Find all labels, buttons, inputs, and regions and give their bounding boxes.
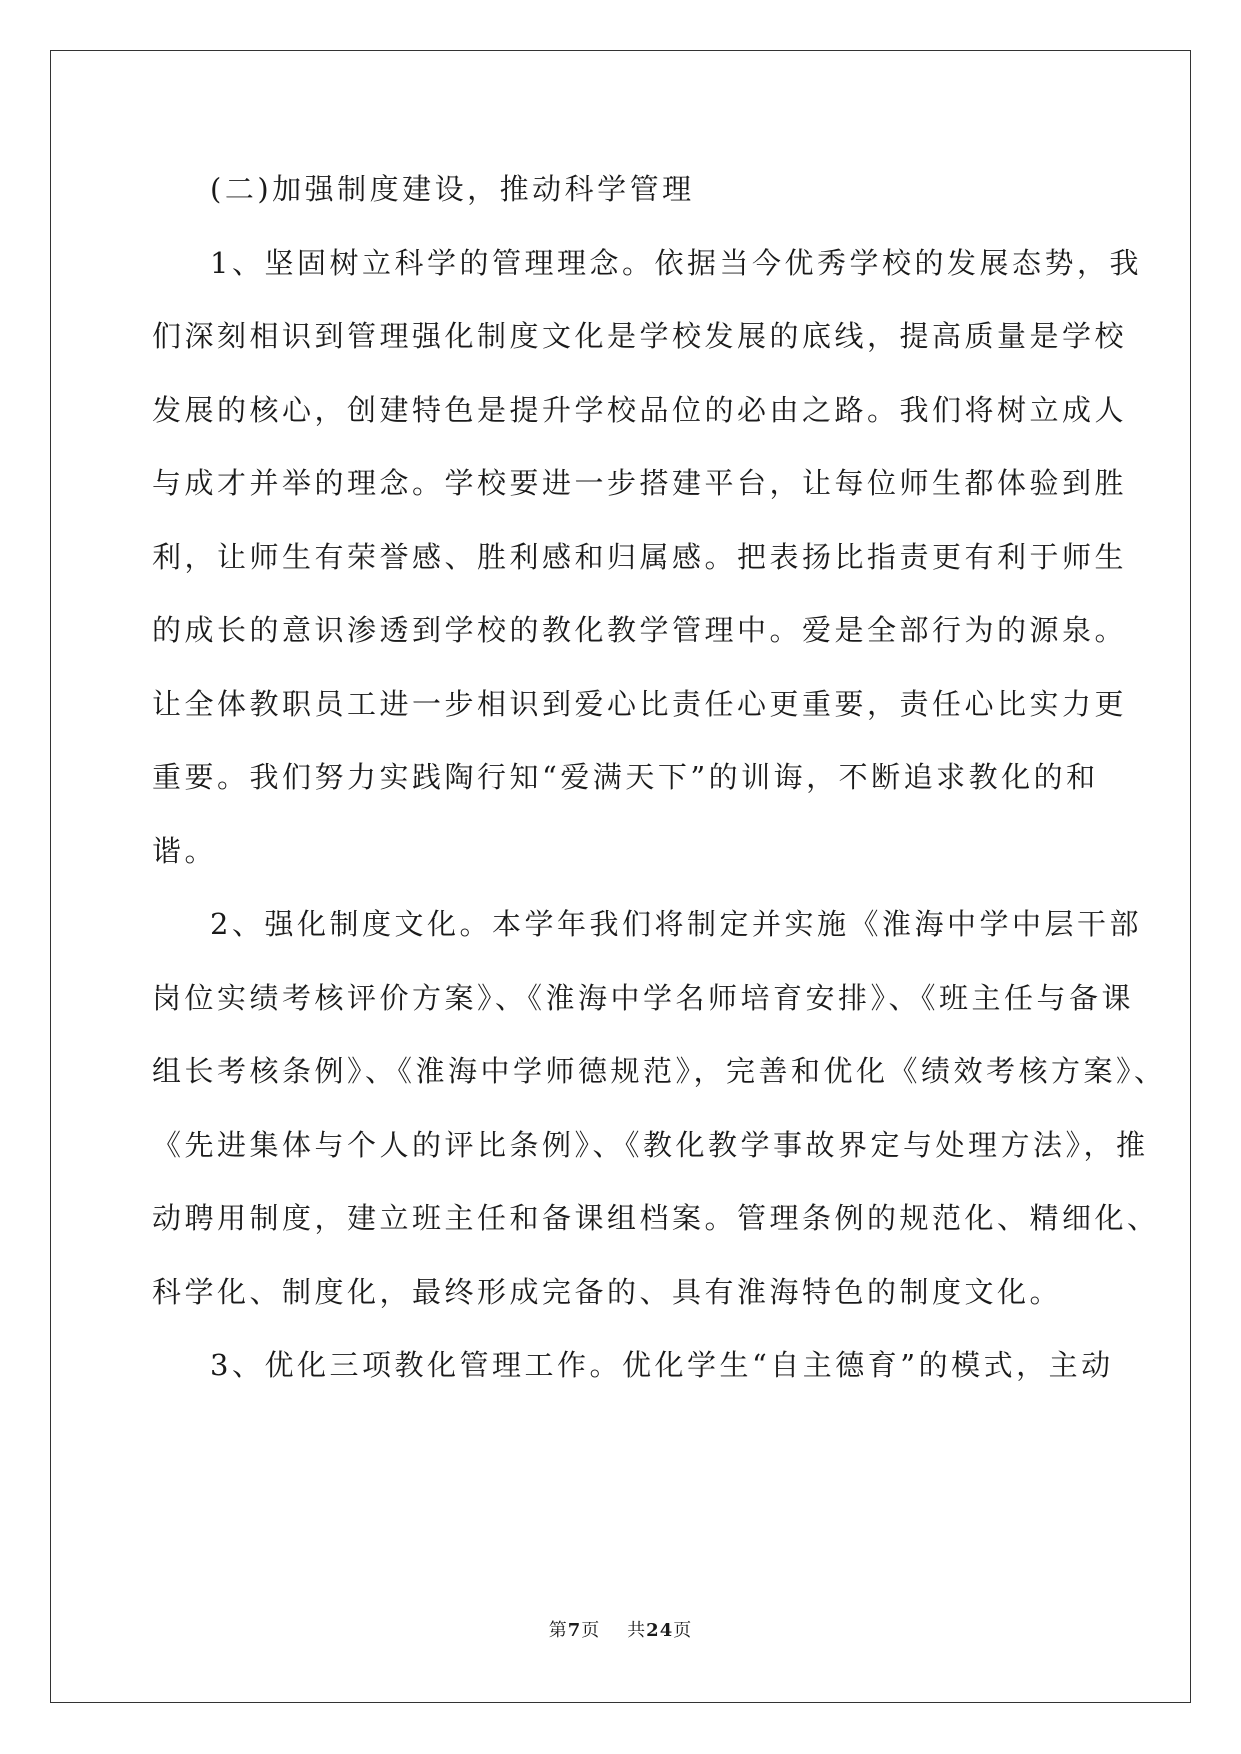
paragraph-line: 的成长的意识渗透到学校的教化教学管理中。爱是全部行为的源泉。 bbox=[152, 613, 1128, 647]
paragraph-line: 组长考核条例》、《淮海中学师德规范》，完善和优化《绩效考核方案》、 bbox=[152, 1054, 1167, 1088]
total-pages: 24 bbox=[646, 1620, 674, 1641]
total-suffix: 页 bbox=[673, 1620, 693, 1641]
section-heading: (二)加强制度建设，推动科学管理 bbox=[210, 172, 695, 206]
paragraph-line: 3、优化三项教化管理工作。优化学生“自主德育”的模式，主动 bbox=[210, 1348, 1114, 1382]
paragraph-line: 动聘用制度，建立班主任和备课组档案。管理条例的规范化、精细化、 bbox=[152, 1201, 1160, 1235]
paragraph-line: 发展的核心，创建特色是提升学校品位的必由之路。我们将树立成人 bbox=[152, 392, 1128, 427]
page-number: 7 bbox=[567, 1620, 582, 1641]
page-suffix: 页 bbox=[581, 1620, 601, 1641]
document-body bbox=[152, 164, 1167, 1414]
paragraph-line: 科学化、制度化，最终形成完备的、具有淮海特色的制度文化。 bbox=[152, 1274, 1063, 1309]
page-prefix: 第 bbox=[548, 1620, 568, 1641]
paragraph-line: 谐。 bbox=[152, 833, 218, 868]
total-prefix: 共 bbox=[627, 1620, 647, 1641]
paragraph-line: 们深刻相识到管理强化制度文化是学校发展的底线，提高质量是学校 bbox=[152, 319, 1128, 353]
paragraph-line: 岗位实绩考核评价方案》、《淮海中学名师培育安排》、《班主任与备课 bbox=[152, 980, 1135, 1015]
page-footer bbox=[0, 1616, 1241, 1642]
paragraph-line: 利，让师生有荣誉感、胜利感和归属感。把表扬比指责更有利于师生 bbox=[152, 539, 1128, 574]
paragraph-line: 1、坚固树立科学的管理理念。依据当今优秀学校的发展态势，我 bbox=[210, 245, 1142, 280]
paragraph-line: 与成才并举的理念。学校要进一步搭建平台，让每位师生都体验到胜 bbox=[152, 466, 1128, 500]
paragraph-line: 《先进集体与个人的评比条例》、《教化教学事故界定与处理方法》，推 bbox=[152, 1127, 1149, 1162]
paragraph-line: 2、强化制度文化。本学年我们将制定并实施《淮海中学中层干部 bbox=[210, 907, 1142, 941]
paragraph-line: 让全体教职员工进一步相识到爱心比责任心更重要，责任心比实力更 bbox=[152, 686, 1128, 721]
paragraph-line: 重要。我们努力实践陶行知“爱满天下”的训诲，不断追求教化的和 bbox=[152, 760, 1099, 794]
